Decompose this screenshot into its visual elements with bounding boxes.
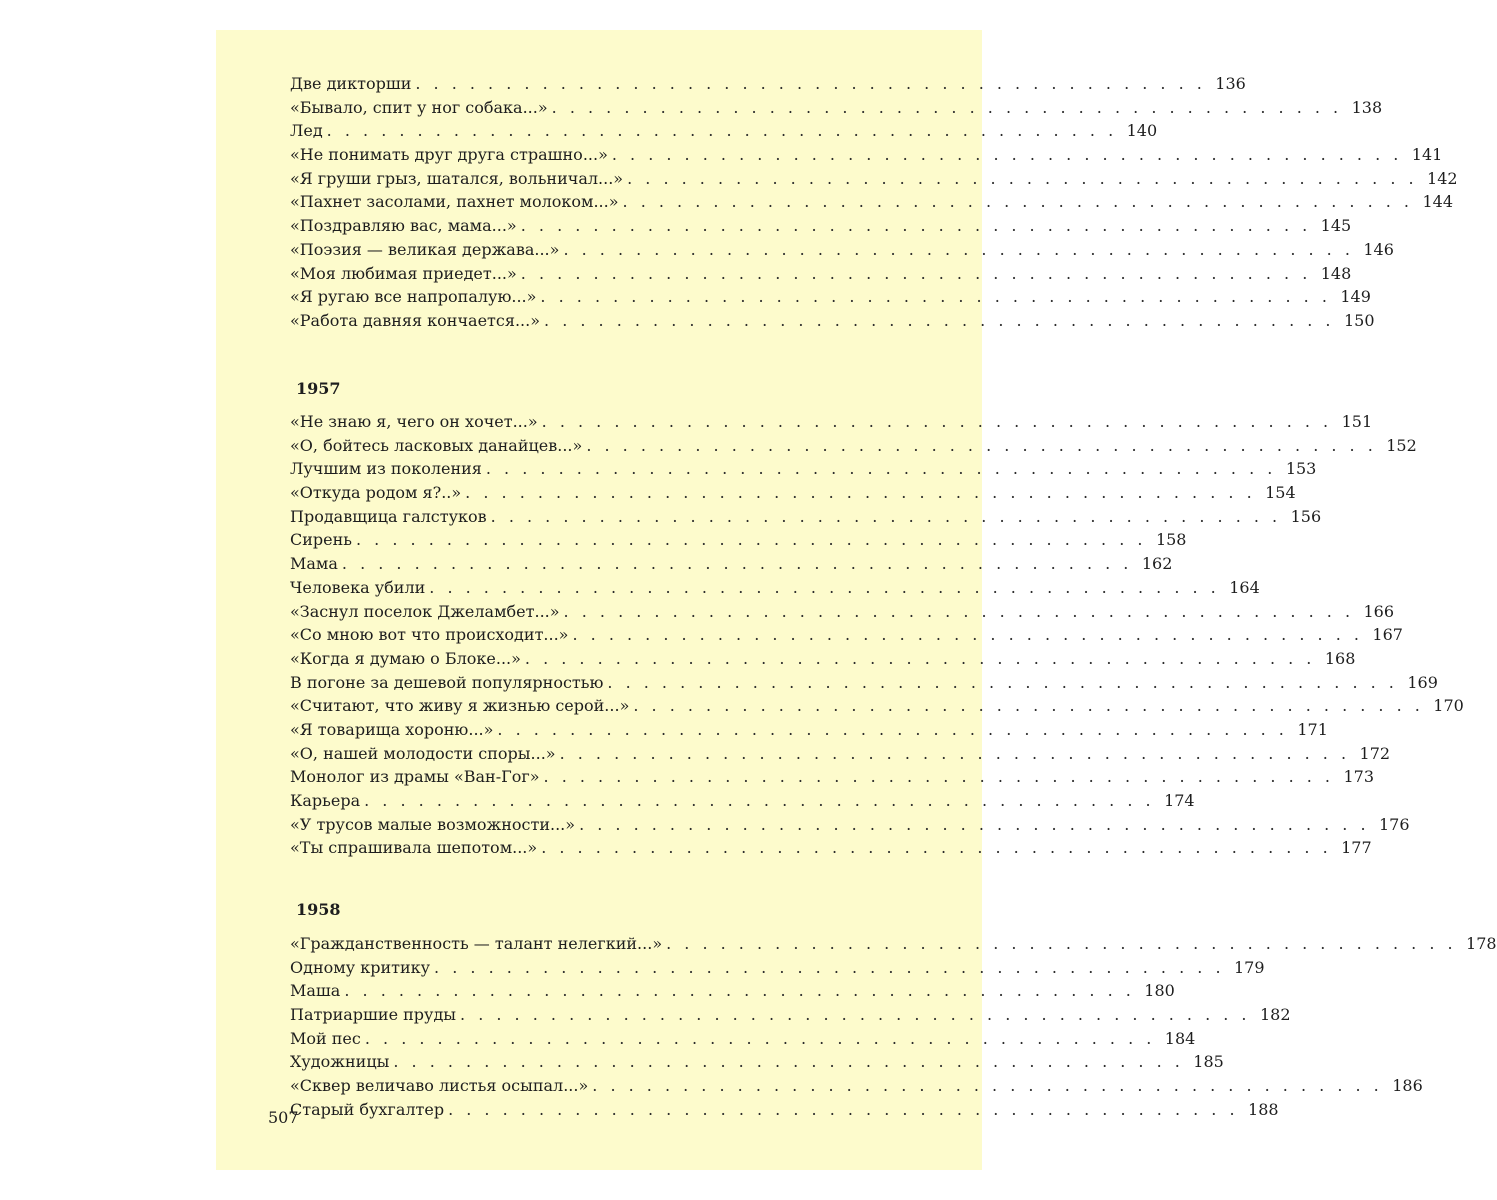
- dot-leader: . . . . . . . . . . . . . . . . . . . . . . . . . . . . . . . . . . . . . . . . . . . .: [460, 1005, 1251, 1025]
- toc-entry: [290, 96, 1383, 120]
- toc-entry-title: «Пахнет засолами, пахнет молоком...»: [290, 192, 619, 212]
- toc-entry-page: 172: [1359, 743, 1391, 763]
- toc-entry-page: 145: [1320, 216, 1352, 236]
- dot-leader: . . . . . . . . . . . . . . . . . . . . . . . . . . . . . . . . . . . . . . . . . . . .: [524, 648, 1316, 668]
- dot-leader: . . . . . . . . . . . . . . . . . . . . . . . . . . . . . . . . . . . . . . . . . . . .: [520, 263, 1312, 283]
- toc-entry-title: Лучшим из поколения: [290, 459, 482, 479]
- toc-entry: [290, 932, 1497, 956]
- page-number: 507: [268, 1108, 299, 1127]
- dot-leader: . . . . . . . . . . . . . . . . . . . . . . . . . . . . . . . . . . . . . . . . . . . .: [497, 719, 1288, 739]
- toc-entry: [290, 119, 1158, 143]
- toc-entry-title: Монолог из драмы «Ван-Гог»: [290, 767, 540, 787]
- toc-entry-page: 140: [1126, 121, 1158, 141]
- toc-entry: [290, 528, 1187, 552]
- dot-leader: . . . . . . . . . . . . . . . . . . . . . . . . . . . . . . . . . . . . . . . . . . . .: [611, 145, 1403, 165]
- toc-entry-page: 162: [1141, 554, 1173, 574]
- toc-entry-page: 174: [1164, 791, 1195, 810]
- toc-entry-title: Две дикторши: [290, 74, 412, 93]
- toc-entry-page: 182: [1259, 1005, 1291, 1025]
- toc-entry-title: «Считают, что живу я жизнью серой...»: [290, 696, 630, 716]
- toc-entry: [290, 457, 1317, 481]
- dot-leader: . . . . . . . . . . . . . . . . . . . . . . . . . . . . . . . . . . . . . . . . . . . .: [429, 577, 1220, 597]
- toc-entry-page: 188: [1248, 1099, 1279, 1119]
- dot-leader: . . . . . . . . . . . . . . . . . . . . . . . . . . . . . . . . . . . . . . . . . . . .: [563, 239, 1354, 259]
- toc-entry: [290, 167, 1458, 191]
- toc-entry: [290, 694, 1464, 718]
- dot-leader: . . . . . . . . . . . . . . . . . . . . . . . . . . . . . . . . . . . . . . . . . . . .: [356, 530, 1147, 550]
- toc-entry-title: «Бывало, спит у ног собака...»: [290, 97, 548, 117]
- year-heading-1958: 1958: [296, 900, 341, 919]
- toc-entry-title: Человека убили: [290, 577, 426, 597]
- toc-entry-page: 141: [1411, 145, 1443, 165]
- toc-entry: [290, 410, 1373, 434]
- toc-entry: [290, 552, 1173, 576]
- toc-entry-page: 180: [1144, 981, 1175, 1001]
- toc-entry: [290, 789, 1195, 813]
- toc-entry: [290, 979, 1175, 1003]
- toc-entry-page: 148: [1320, 263, 1352, 283]
- toc-entry: [290, 1050, 1224, 1074]
- toc-entry-page: 177: [1341, 838, 1372, 858]
- toc-entry: [290, 836, 1372, 860]
- toc-entry-page: 179: [1233, 957, 1265, 977]
- toc-entry-page: 158: [1155, 530, 1187, 550]
- toc-entry-title: «У трусов малые возможности...»: [290, 814, 576, 834]
- dot-leader: . . . . . . . . . . . . . . . . . . . . . . . . . . . . . . . . . . . . . . . . . . . .: [364, 1028, 1156, 1048]
- dot-leader: . . . . . . . . . . . . . . . . . . . . . . . . . . . . . . . . . . . . . . . . . . . .: [520, 216, 1312, 236]
- toc-entry-title: «Я товарища хороню...»: [290, 719, 494, 739]
- toc-entry-title: Лед: [290, 121, 323, 141]
- toc-entry: [290, 742, 1391, 766]
- toc-entry: [290, 623, 1403, 647]
- toc-entry-page: 146: [1363, 239, 1394, 259]
- toc-entry-page: 171: [1297, 719, 1328, 739]
- toc-entry-page: 184: [1164, 1028, 1196, 1048]
- toc-entry: [290, 1003, 1291, 1027]
- toc-entry: [290, 1074, 1423, 1098]
- dot-leader: . . . . . . . . . . . . . . . . . . . . . . . . . . . . . . . . . . . . . . . . . . . .: [592, 1076, 1383, 1096]
- toc-entry-page: 150: [1343, 310, 1375, 330]
- toc-entry-title: «Гражданственность — талант нелегкий...»: [290, 934, 663, 953]
- toc-entry-page: 176: [1379, 814, 1410, 834]
- toc-entry-title: «Откуда родом я?..»: [290, 483, 462, 503]
- toc-entry-page: 186: [1392, 1076, 1423, 1096]
- toc-entry-page: 178: [1466, 934, 1497, 953]
- dot-leader: . . . . . . . . . . . . . . . . . . . . . . . . . . . . . . . . . . . . . . . . . . . .: [415, 74, 1206, 93]
- toc-entry-title: Одному критику: [290, 957, 431, 977]
- dot-leader: . . . . . . . . . . . . . . . . . . . . . . . . . . . . . . . . . . . . . . . . . . . .: [465, 483, 1256, 503]
- toc-entry-title: Карьера: [290, 791, 361, 810]
- toc-entry-title: «Когда я думаю о Блоке...»: [290, 648, 521, 668]
- toc-entry-title: «Работа давняя кончается...»: [290, 310, 541, 330]
- toc-entry-page: 169: [1407, 672, 1438, 692]
- toc-entry-title: «Поздравляю вас, мама...»: [290, 216, 517, 236]
- toc-entry-title: «О, нашей молодости споры...»: [290, 743, 556, 763]
- toc-entry-page: 144: [1422, 192, 1453, 212]
- toc-section-continued: [290, 72, 1458, 333]
- toc-entry-page: 138: [1351, 97, 1383, 117]
- toc-entry-title: «Сквер величаво листья осыпал...»: [290, 1076, 589, 1096]
- toc-entry: [290, 143, 1443, 167]
- toc-entry: [290, 647, 1356, 671]
- dot-leader: . . . . . . . . . . . . . . . . . . . . . . . . . . . . . . . . . . . . . . . . . . . .: [563, 601, 1355, 621]
- dot-leader: . . . . . . . . . . . . . . . . . . . . . . . . . . . . . . . . . . . . . . . . . . . .: [364, 791, 1155, 810]
- dot-leader: . . . . . . . . . . . . . . . . . . . . . . . . . . . . . . . . . . . . . . . . . . . .: [341, 554, 1133, 574]
- toc-entry-title: «Я груши грыз, шатался, вольничал...»: [290, 168, 624, 188]
- toc-entry: [290, 481, 1296, 505]
- dot-leader: . . . . . . . . . . . . . . . . . . . . . . . . . . . . . . . . . . . . . . . . . . . .: [448, 1099, 1239, 1119]
- toc-entry-title: Художницы: [290, 1052, 390, 1072]
- dot-leader: . . . . . . . . . . . . . . . . . . . . . . . . . . . . . . . . . . . . . . . . . . . .: [485, 459, 1277, 479]
- dot-leader: . . . . . . . . . . . . . . . . . . . . . . . . . . . . . . . . . . . . . . . . . . . .: [543, 767, 1334, 787]
- dot-leader: . . . . . . . . . . . . . . . . . . . . . . . . . . . . . . . . . . . . . . . . . . . .: [490, 506, 1282, 526]
- toc-entry-page: 164: [1229, 577, 1260, 597]
- toc-entry: [290, 262, 1352, 286]
- toc-entry: [290, 765, 1374, 789]
- toc-entry-title: Мой пес: [290, 1028, 361, 1048]
- dot-leader: . . . . . . . . . . . . . . . . . . . . . . . . . . . . . . . . . . . . . . . . . . . .: [627, 168, 1418, 188]
- toc-entry: [290, 718, 1328, 742]
- dot-leader: . . . . . . . . . . . . . . . . . . . . . . . . . . . . . . . . . . . . . . . . . . . .: [393, 1052, 1184, 1072]
- dot-leader: . . . . . . . . . . . . . . . . . . . . . . . . . . . . . . . . . . . . . . . . . . . .: [559, 743, 1351, 763]
- toc-entry-page: 142: [1427, 168, 1458, 188]
- toc-section-1958: [290, 932, 1497, 1122]
- toc-entry: [290, 600, 1395, 624]
- toc-entry: [290, 1098, 1279, 1122]
- dot-leader: . . . . . . . . . . . . . . . . . . . . . . . . . . . . . . . . . . . . . . . . . . . .: [572, 625, 1363, 645]
- toc-entry-title: «Не знаю я, чего он хочет...»: [290, 412, 538, 431]
- toc-entry-page: 173: [1343, 767, 1374, 787]
- dot-leader: . . . . . . . . . . . . . . . . . . . . . . . . . . . . . . . . . . . . . . . . . . . .: [607, 672, 1398, 692]
- toc-entry: [290, 285, 1371, 309]
- toc-entry-title: «Со мною вот что происходит...»: [290, 625, 569, 645]
- toc-entry-page: 152: [1386, 435, 1417, 455]
- toc-entry: [290, 1027, 1196, 1051]
- toc-entry-page: 170: [1433, 696, 1464, 716]
- toc-entry-page: 153: [1285, 459, 1317, 479]
- toc-entry-page: 156: [1290, 506, 1322, 526]
- toc-entry-page: 167: [1372, 625, 1403, 645]
- dot-leader: . . . . . . . . . . . . . . . . . . . . . . . . . . . . . . . . . . . . . . . . . . . .: [633, 696, 1424, 716]
- toc-entry-title: «Моя любимая приедет...»: [290, 263, 517, 283]
- toc-entry-page: 151: [1341, 412, 1373, 431]
- dot-leader: . . . . . . . . . . . . . . . . . . . . . . . . . . . . . . . . . . . . . . . . . . . .: [586, 435, 1377, 455]
- toc-entry: [290, 190, 1453, 214]
- toc-entry-title: Сирень: [290, 530, 352, 550]
- toc-entry-title: Патриаршие пруды: [290, 1005, 457, 1025]
- dot-leader: . . . . . . . . . . . . . . . . . . . . . . . . . . . . . . . . . . . . . . . . . . . .: [579, 814, 1370, 834]
- toc-entry-title: Мама: [290, 554, 338, 574]
- toc-entry-page: 185: [1193, 1052, 1224, 1072]
- dot-leader: . . . . . . . . . . . . . . . . . . . . . . . . . . . . . . . . . . . . . . . . . . . .: [326, 121, 1118, 141]
- toc-entry-title: «О, бойтесь ласковых данайцев...»: [290, 435, 583, 455]
- book-page: [216, 30, 1497, 1170]
- toc-entry-page: 168: [1324, 648, 1356, 668]
- toc-entry-page: 136: [1215, 74, 1246, 93]
- toc-entry-page: 149: [1340, 287, 1371, 307]
- toc-entry-title: «Заснул поселок Джеламбет...»: [290, 601, 560, 621]
- dot-leader: . . . . . . . . . . . . . . . . . . . . . . . . . . . . . . . . . . . . . . . . . . . .: [541, 838, 1332, 858]
- toc-entry: [290, 238, 1394, 262]
- toc-entry-title: «Я ругаю все напропалую...»: [290, 287, 537, 307]
- toc-entry-title: «Поэзия — великая держава...»: [290, 239, 560, 259]
- toc-entry: [290, 214, 1352, 238]
- toc-entry: [290, 813, 1410, 837]
- dot-leader: . . . . . . . . . . . . . . . . . . . . . . . . . . . . . . . . . . . . . . . . . . . .: [344, 981, 1135, 1001]
- toc-section-1957: [290, 410, 1464, 860]
- toc-entry-page: 154: [1265, 483, 1296, 503]
- toc-entry: [290, 671, 1438, 695]
- toc-entry-page: 166: [1363, 601, 1395, 621]
- toc-entry-title: В погоне за дешевой популярностью: [290, 672, 604, 692]
- toc-entry: [290, 309, 1375, 333]
- dot-leader: . . . . . . . . . . . . . . . . . . . . . . . . . . . . . . . . . . . . . . . . . . . .: [434, 957, 1225, 977]
- year-heading-1957: 1957: [296, 379, 341, 398]
- toc-entry: [290, 434, 1417, 458]
- dot-leader: . . . . . . . . . . . . . . . . . . . . . . . . . . . . . . . . . . . . . . . . . . . .: [622, 192, 1413, 212]
- toc-entry-title: «Не понимать друг друга страшно...»: [290, 145, 608, 165]
- toc-entry-title: Продавщица галстуков: [290, 506, 487, 526]
- toc-entry: [290, 505, 1322, 529]
- toc-entry-title: Маша: [290, 981, 341, 1001]
- dot-leader: . . . . . . . . . . . . . . . . . . . . . . . . . . . . . . . . . . . . . . . . . . . .: [551, 97, 1343, 117]
- dot-leader: . . . . . . . . . . . . . . . . . . . . . . . . . . . . . . . . . . . . . . . . . . . .: [541, 412, 1333, 431]
- toc-entry: [290, 576, 1260, 600]
- toc-entry: [290, 956, 1265, 980]
- toc-entry-title: Старый бухгалтер: [290, 1099, 445, 1119]
- dot-leader: . . . . . . . . . . . . . . . . . . . . . . . . . . . . . . . . . . . . . . . . . . . .: [544, 310, 1335, 330]
- dot-leader: . . . . . . . . . . . . . . . . . . . . . . . . . . . . . . . . . . . . . . . . . . . .: [666, 934, 1457, 953]
- toc-entry-title: «Ты спрашивала шепотом...»: [290, 838, 538, 858]
- toc-entry: [290, 72, 1246, 96]
- dot-leader: . . . . . . . . . . . . . . . . . . . . . . . . . . . . . . . . . . . . . . . . . . . .: [540, 287, 1331, 307]
